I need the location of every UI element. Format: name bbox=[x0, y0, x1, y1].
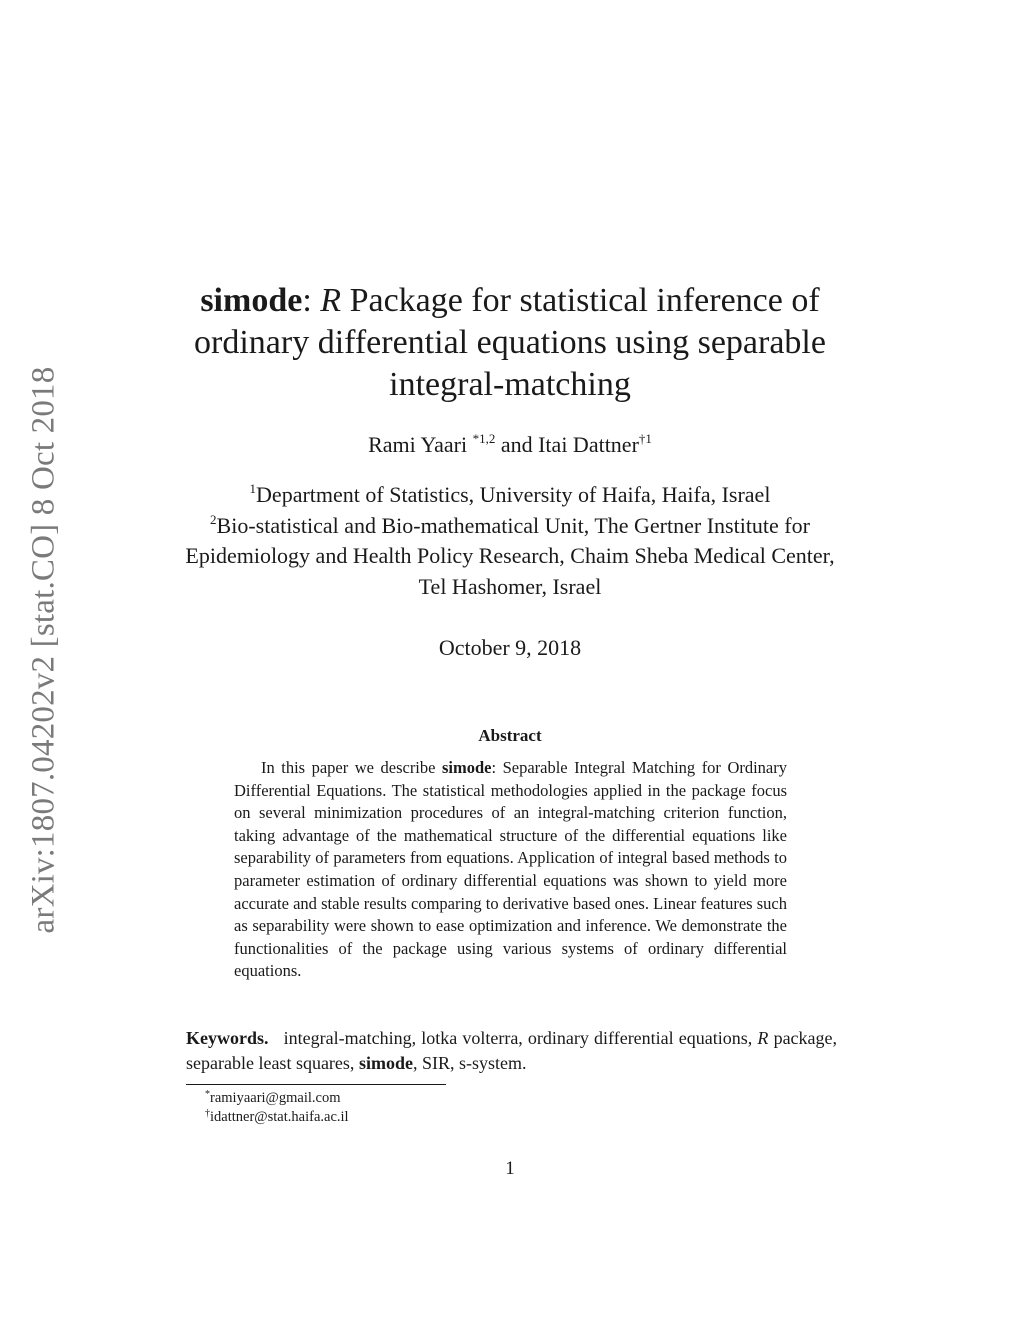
affiliation bbox=[170, 511, 850, 603]
footnote bbox=[205, 1089, 349, 1108]
affiliation bbox=[170, 480, 850, 511]
author-conjunction: and bbox=[500, 432, 533, 457]
footnotes bbox=[205, 1089, 349, 1127]
keywords-language: R bbox=[757, 1028, 769, 1048]
keywords-label: Keywords. bbox=[186, 1028, 269, 1048]
affiliation-mark: 2 bbox=[210, 511, 217, 527]
footnote-divider bbox=[186, 1084, 446, 1085]
abstract-text: : Separable Integral Matching for Ordinary Differential Equations. The statistical methodologies applied in the package focus on several minimization procedures of an integral-matching criterion function, taking advantage of the mathematical structure of the differential equations like separability of parameters from equations. Application of integral based methods to parameter estimation of ordinary differential equations was shown to yield more accurate and stable results comparing to derivative based ones. Linear features such as separability were shown to ease optimization and inference. We demonstrate the functionalities of the package using various systems of ordinary differential equations. bbox=[234, 758, 788, 981]
footnote-mark: † bbox=[205, 1108, 210, 1119]
title-language: R bbox=[320, 282, 342, 319]
affiliation-text: Bio-statistical and Bio-mathematical Unit, The Gertner Institute for Epidemiology and Health Policy Research, Chaim Sheba Medical Center, Tel Hashomer, Israel bbox=[185, 512, 835, 599]
publication-date: October 9, 2018 bbox=[438, 635, 582, 660]
footnote-email: idattner@stat.haifa.ac.il bbox=[210, 1109, 349, 1125]
title-line3: integral-matching bbox=[389, 366, 631, 403]
affiliation-text: Department of Statistics, University of Haifa, Haifa, Israel bbox=[256, 482, 771, 507]
abstract-heading: Abstract bbox=[478, 726, 542, 745]
footnote-mark: * bbox=[205, 1089, 210, 1100]
title-colon: : bbox=[302, 282, 312, 319]
keywords-text: package, separable least squares, bbox=[186, 1028, 838, 1073]
title-line2: ordinary differential equations using separable bbox=[194, 324, 826, 361]
author-name: Rami Yaari bbox=[368, 432, 468, 457]
keywords-section bbox=[186, 1026, 837, 1076]
author-affiliation-marks: *1,2 bbox=[472, 431, 496, 446]
keywords-text: integral-matching, lotka volterra, ordinary differential equations, bbox=[283, 1028, 753, 1048]
abstract-intro: In this paper we describe bbox=[261, 758, 436, 777]
title-line1-rest: Package for statistical inference of bbox=[349, 282, 820, 319]
footnote bbox=[205, 1108, 349, 1127]
affiliation-list bbox=[170, 480, 850, 602]
page-number: 1 bbox=[505, 1158, 515, 1179]
keywords-package-name: simode bbox=[358, 1053, 413, 1073]
abstract-body bbox=[234, 757, 787, 983]
affiliation-mark: 1 bbox=[249, 481, 257, 496]
keywords-text: , SIR, s-system. bbox=[412, 1053, 527, 1073]
author-list bbox=[180, 430, 840, 460]
paper-title bbox=[180, 280, 840, 406]
author-name: Itai Dattner bbox=[538, 432, 639, 457]
arxiv-identifier-stamp: arXiv:1807.04202v2 [stat.CO] 8 Oct 2018 bbox=[25, 366, 62, 934]
abstract-package-name: simode bbox=[441, 758, 492, 777]
footnote-email: ramiyaari@gmail.com bbox=[210, 1090, 341, 1106]
title-package-name: simode bbox=[200, 282, 303, 319]
author-affiliation-marks: †1 bbox=[638, 431, 652, 446]
